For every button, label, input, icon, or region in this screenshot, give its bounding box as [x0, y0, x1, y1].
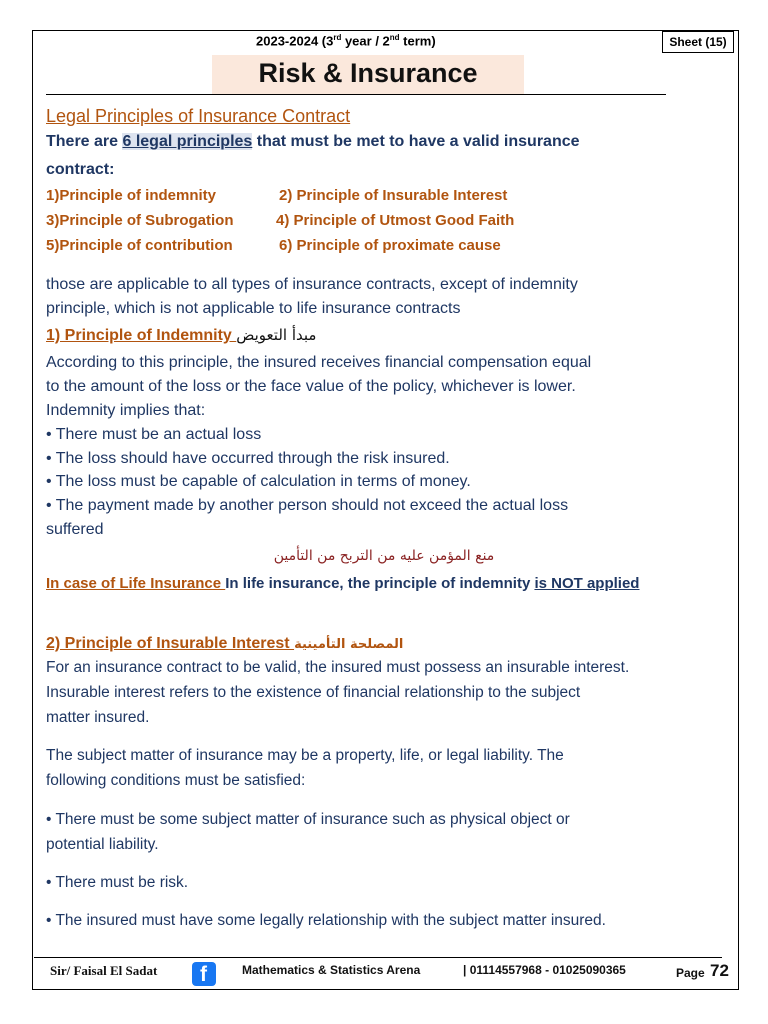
principle-3: 3)Principle of Subrogation: [46, 212, 234, 229]
condition-bullet-cont: potential liability.: [46, 836, 159, 853]
life-insurance-note: In case of Life Insurance In life insurance, the principle of indemnity is NOT applied: [46, 575, 640, 592]
principle-6: 6) Principle of proximate cause: [279, 237, 501, 254]
section-heading-legal-principles: Legal Principles of Insurance Contract: [46, 106, 351, 126]
title-divider: [46, 94, 666, 95]
principle-4: 4) Principle of Utmost Good Faith: [276, 212, 515, 229]
indemnity-line: to the amount of the loss or the face value of the policy, whichever is lower.: [46, 378, 576, 395]
principle-5: 5)Principle of contribution: [46, 237, 233, 254]
condition-bullet: • The insured must have some legally relationship with the subject matter insured.: [46, 912, 606, 929]
interest-line: For an insurance contract to be valid, the insured must possess an insurable interest.: [46, 659, 630, 676]
condition-bullet: • There must be some subject matter of insurance such as physical object or: [46, 811, 570, 828]
arabic-note: منع المؤمن عليه من التربح من التأمين: [273, 548, 495, 564]
indemnity-line: suffered: [46, 521, 104, 538]
section-heading-indemnity: 1) Principle of Indemnity مبدأ التعويض: [46, 326, 317, 344]
principle-2: 2) Principle of Insurable Interest: [279, 187, 508, 204]
condition-bullet: • There must be risk.: [46, 874, 189, 891]
interest-line: matter insured.: [46, 709, 150, 726]
applicability-note-cont: principle, which is not applicable to life insurance contracts: [46, 300, 461, 317]
applicability-note: those are applicable to all types of insurance contracts, except of indemnity: [46, 276, 578, 293]
footer-phones: | 01114557968 - 01025090365: [463, 963, 626, 977]
footer-page-number: 72: [710, 961, 729, 980]
indemnity-bullet: • The loss must be capable of calculation in terms of money.: [46, 473, 471, 490]
page-title: Risk & Insurance: [258, 58, 478, 88]
facebook-icon[interactable]: f: [192, 962, 216, 986]
footer-author: Sir/ Faisal El Sadat: [50, 963, 158, 978]
intro-line: There are 6 legal principles that must be met to have a valid insurance: [46, 133, 580, 150]
intro-line-cont: contract:: [46, 161, 115, 178]
section-heading-insurable-interest: 2) Principle of Insurable Interest المصلحة التأمينية: [46, 635, 404, 652]
interest-line: Insurable interest refers to the existence of financial relationship to the subject: [46, 684, 581, 701]
indemnity-line: According to this principle, the insured receives financial compensation equal: [46, 354, 592, 371]
academic-year: 2023-2024 (3rd year / 2nd term): [256, 33, 436, 49]
principle-1: 1)Principle of indemnity: [46, 187, 217, 204]
indemnity-line: Indemnity implies that:: [46, 402, 206, 419]
subject-matter-line: The subject matter of insurance may be a property, life, or legal liability. The: [46, 747, 564, 764]
subject-matter-line: following conditions must be satisfied:: [46, 772, 306, 789]
footer-arena: Mathematics & Statistics Arena: [242, 963, 421, 977]
indemnity-bullet: • The loss should have occurred through the risk insured.: [46, 450, 450, 467]
indemnity-bullet: • The payment made by another person should not exceed the actual loss: [46, 497, 569, 514]
footer-page-label: Page: [676, 966, 705, 980]
indemnity-bullet: • There must be an actual loss: [46, 426, 262, 443]
footer-divider: [34, 957, 722, 958]
sheet-number: Sheet (15): [662, 31, 734, 53]
